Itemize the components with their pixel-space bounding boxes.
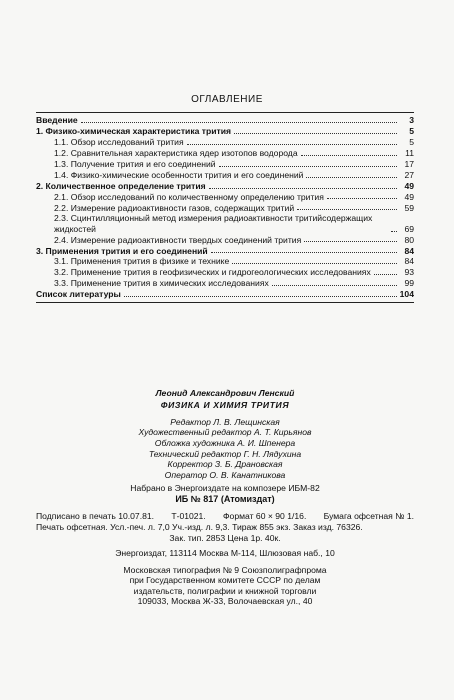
toc-entry-title: 3.2. Применение трития в геофизических и гидрогеологических исследованиях — [54, 267, 371, 278]
toc-entry-title: Список литературы — [36, 289, 121, 300]
toc-entry-title: 2.4. Измерение радиоактивности твердых соединений трития — [54, 234, 302, 245]
toc-entry — [36, 170, 414, 181]
toc-entry — [36, 278, 414, 289]
print-specs-line-2: Печать офсетная. Усл.-печ. л. 7,0 Уч.-изд. л. 9,3. Тираж 855 экз. Заказ изд. 76326. — [36, 521, 363, 532]
toc-entry — [36, 213, 414, 234]
toc-entry-page: 17 — [404, 158, 414, 169]
credits-list — [36, 417, 414, 481]
printer-info — [36, 565, 414, 608]
toc-entry-title: 3.1. Применения трития в физике и технике — [54, 256, 230, 267]
toc-leader-dots — [391, 231, 397, 232]
credit-line: Редактор Л. В. Лещинская — [170, 416, 280, 427]
book-title: ФИЗИКА И ХИМИЯ ТРИТИЯ — [160, 400, 290, 411]
toc-entry — [36, 267, 414, 278]
toc-entry-title: 1.3. Получение трития и его соединений — [54, 158, 216, 169]
toc-entry-title: 2.2. Измерение радиоактивности газов, содержащих тритий — [54, 202, 295, 213]
toc-entry — [36, 148, 414, 159]
toc-leader-dots — [81, 122, 397, 123]
toc-entry-page: 5 — [409, 137, 414, 148]
signed-date: Подписано в печать 10.07.81. — [36, 510, 155, 521]
toc-entry-page: 11 — [405, 148, 414, 159]
format-spec: Формат 60 × 90 1/16. — [223, 510, 307, 521]
toc-entry-title: 1.2. Сравнительная характеристика ядер изотопов водорода — [54, 148, 298, 159]
toc-bottom-rule — [36, 302, 414, 303]
toc-list — [36, 115, 414, 300]
print-specs-line-3: Зак. тип. 2853 Цена 1р. 40к. — [169, 533, 281, 544]
toc-entry-title: 3. Применения трития и его соединений — [36, 245, 208, 256]
toc-entry-title: 1.1. Обзор исследований трития — [54, 137, 184, 148]
toc-entry — [36, 159, 414, 170]
credit-line: Обложка художника А. И. Шпенера — [154, 437, 296, 448]
toc-entry-page: 104 — [399, 289, 414, 300]
credit-line: Художественный редактор А. Т. Кирьянов — [138, 427, 312, 438]
toc-entry-page: 84 — [404, 245, 414, 256]
toc-entry — [36, 180, 414, 191]
toc-entry-title: 2.1. Обзор исследований по количественному определению трития — [54, 191, 324, 202]
toc-leader-dots — [209, 188, 397, 189]
toc-entry-title: 2.3. Сцинтилляционный метод измерения радиоактивности тритийсодержащих жидкостей — [54, 213, 373, 234]
toc-top-rule — [36, 112, 414, 113]
toc-leader-dots — [301, 155, 397, 156]
toc-title: ОГЛАВЛЕНИЕ — [191, 94, 263, 105]
printer-line: при Государственном комитете СССР по делам — [129, 575, 321, 586]
toc-entry — [36, 256, 414, 267]
print-specs-line-1 — [36, 511, 414, 522]
toc-entry-title: 2. Количественное определение трития — [36, 180, 206, 191]
toc-entry — [36, 137, 414, 148]
credit-line: Корректор З. Б. Драновская — [167, 459, 283, 470]
toc-entry — [36, 202, 414, 213]
author-name: Леонид Александрович Ленский — [155, 388, 295, 398]
toc-entry-page: 5 — [409, 126, 414, 137]
toc-entry-page: 69 — [404, 223, 414, 234]
print-specs — [36, 511, 414, 545]
toc-entry — [36, 234, 414, 245]
publisher-address: Энергоиздат, 113114 Москва М-114, Шлюзовая наб., 10 — [115, 548, 335, 559]
toc-entry-page: 59 — [404, 202, 414, 213]
toc-entry-page: 27 — [404, 169, 414, 180]
toc-entry-page: 93 — [404, 267, 414, 278]
toc-entry-title: 1. Физико-химическая характеристика трития — [36, 126, 232, 137]
toc-entry-page: 49 — [404, 191, 414, 202]
toc-leader-dots — [232, 263, 397, 264]
imprint-block — [36, 388, 414, 607]
toc-entry — [36, 191, 414, 202]
toc-entry-page: 99 — [404, 278, 414, 289]
toc-entry-page: 84 — [404, 256, 414, 267]
toc-leader-dots — [187, 144, 397, 145]
toc-entry-title: 1.4. Физико-химические особенности трития и его соединений — [54, 169, 304, 180]
toc-leader-dots — [374, 274, 397, 275]
toc-leader-dots — [219, 166, 397, 167]
toc-entry-page: 49 — [404, 180, 414, 191]
printer-line: 109033, Москва Ж-33, Волочаевская ул., 40 — [137, 596, 313, 607]
license-code: Т-01021. — [171, 510, 206, 521]
toc-entry-page: 80 — [404, 234, 414, 245]
toc-leader-dots — [327, 198, 397, 199]
printer-line: издательств, полиграфии и книжной торговли — [133, 585, 317, 596]
toc-entry — [36, 289, 414, 300]
toc-entry — [36, 245, 414, 256]
credit-line: Оператор О. В. Канатникова — [164, 469, 286, 480]
toc-leader-dots — [297, 209, 397, 210]
toc-entry — [36, 126, 414, 137]
toc-leader-dots — [211, 252, 397, 253]
typeset-note: Набрано в Энергоиздате на композере ИБМ-82 — [130, 482, 320, 493]
paper-spec: Бумага офсетная № 1. — [323, 510, 414, 521]
table-of-contents — [36, 112, 414, 303]
toc-entry-title: 3.3. Применение трития в химических исследованиях — [54, 278, 269, 289]
toc-leader-dots — [124, 296, 397, 297]
toc-leader-dots — [306, 177, 397, 178]
toc-entry-title: Введение — [36, 115, 78, 126]
toc-entry — [36, 115, 414, 126]
credit-line: Технический редактор Г. Н. Лядухина — [148, 448, 302, 459]
printer-line: Московская типография № 9 Союзполиграфпрома — [123, 564, 327, 575]
toc-entry-page: 3 — [409, 115, 414, 126]
toc-leader-dots — [304, 241, 397, 242]
toc-leader-dots — [272, 285, 397, 286]
ib-number: ИБ № 817 (Атомиздат) — [175, 493, 275, 504]
toc-leader-dots — [234, 133, 397, 134]
